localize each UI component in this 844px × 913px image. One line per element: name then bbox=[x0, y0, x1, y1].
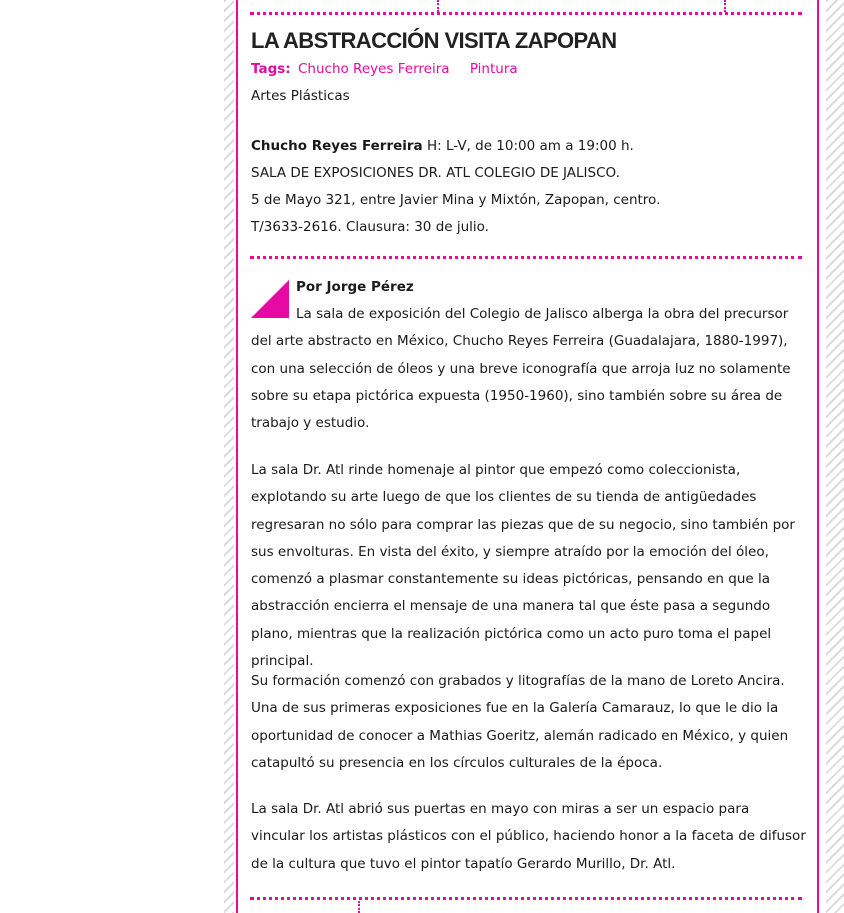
event-address: 5 de Mayo 321, entre Javier Mina y Mixtón, Zapopan, centro. bbox=[251, 192, 661, 208]
article-paragraph-3: Su formación comenzó con grabados y litografías de la mano de Loreto Ancira. Una de sus primeras exposiciones fue en la Galería Camarauz, lo que le dio la oportunidad de conocer a Mathias Goeritz, alemán radicado en México, y quien catapultó su presencia en los círculos culturales de la época. bbox=[251, 673, 789, 771]
right-striped-gutter bbox=[826, 0, 844, 913]
top-dotted-divider bbox=[250, 12, 802, 15]
bottom-dotted-divider bbox=[250, 897, 802, 900]
left-striped-gutter bbox=[224, 0, 234, 913]
top-dotted-tick bbox=[437, 0, 439, 12]
tags-row bbox=[251, 61, 518, 77]
top-dotted-tick-right bbox=[724, 0, 726, 12]
tags-label: Tags: bbox=[251, 61, 291, 77]
event-artist-hours bbox=[251, 133, 660, 160]
event-phone-closing: T/3633-2616. Clausura: 30 de julio. bbox=[251, 219, 489, 235]
event-hours: H: L-V, de 10:00 am a 19:00 h. bbox=[422, 138, 634, 154]
event-info bbox=[251, 133, 660, 241]
article-paragraph-4: La sala Dr. Atl abrió sus puertas en mayo con miras a ser un espacio para vincular los artistas plásticos con el público, haciendo honor a la faceta de difusor de la cultura que tuvo el pintor tapatío Gerardo Murillo, Dr. Atl. bbox=[251, 801, 806, 872]
author-byline: Por Jorge Pérez bbox=[296, 279, 414, 295]
article-title: LA ABSTRACCIÓN VISITA ZAPOPAN bbox=[251, 28, 617, 53]
category-label: Artes Plásticas bbox=[251, 88, 350, 104]
tag-link-pintura[interactable]: Pintura bbox=[469, 61, 518, 77]
event-venue: SALA DE EXPOSICIONES DR. ATL COLEGIO DE JALISCO. bbox=[251, 165, 620, 181]
event-artist: Chucho Reyes Ferreira bbox=[251, 138, 423, 154]
article-paragraph-1: La sala de exposición del Colegio de Jalisco alberga la obra del precursor del arte abstracto en México, Chucho Reyes Ferreira (Guadalajara, 1880-1997), con una selección de óleos y una breve iconografía que arroja luz no solamente sobre su etapa pictórica expuesta (1950-1960), sino también sobre su área de trabajo y estudio. bbox=[251, 306, 791, 432]
tag-link-chucho-reyes-ferreira[interactable]: Chucho Reyes Ferreira bbox=[297, 61, 450, 77]
right-frame-border bbox=[817, 0, 819, 913]
info-dotted-divider bbox=[250, 256, 802, 259]
left-frame-border bbox=[236, 0, 238, 913]
bottom-dotted-tick bbox=[358, 901, 360, 913]
article-paragraph-2: La sala Dr. Atl rinde homenaje al pintor que empezó como coleccionista, explotando su arte luego de que los clientes de su tienda de antigüedades regresaran no sólo para comprar las piezas que de su negocio, sino también por sus envolturas. En vista del éxito, y siempre atraído por la emoción del óleo, comenzó a plasmar constantemente su ideas pictóricas, pensando en que la abstracción encierra el mensaje de una manera tal que éste pasa a segundo plano, mientras que la realización pictórica como un acto puro toma el papel principal. bbox=[251, 462, 795, 670]
